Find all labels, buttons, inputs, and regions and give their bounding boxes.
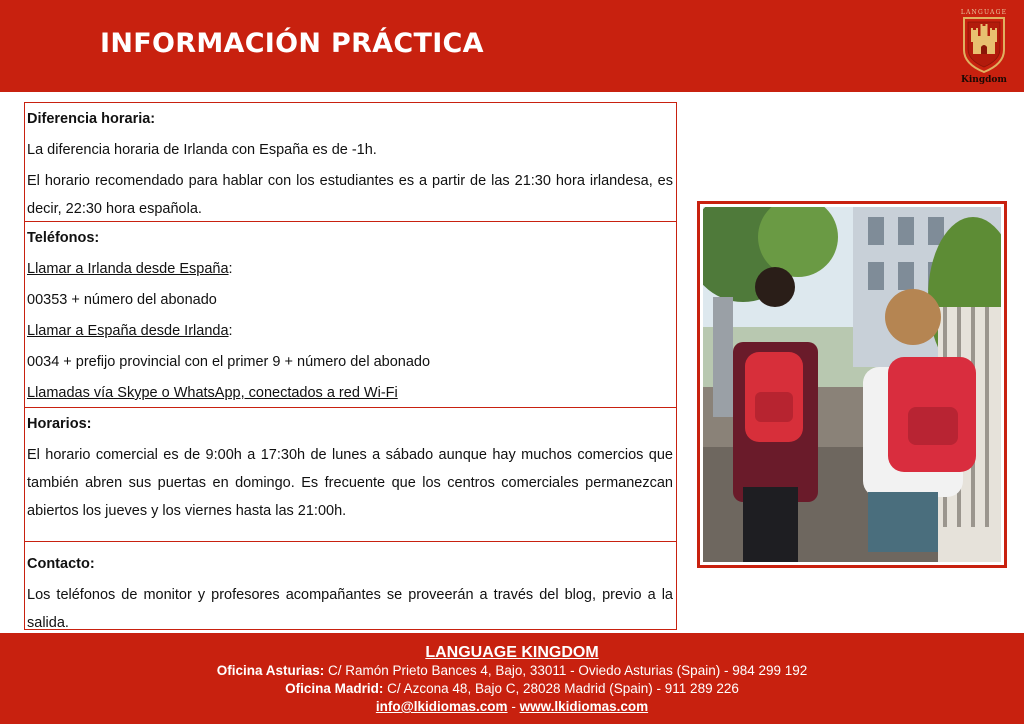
section-text: El horario recomendado para hablar con los estudiantes es a partir de las 21:30 hora irlandesa, es decir, 22:30 hora española. bbox=[27, 173, 673, 217]
link-irlanda-desde-espana[interactable]: Llamar a Irlanda desde España bbox=[27, 261, 229, 277]
footer-title: LANGUAGE KINGDOM bbox=[425, 644, 599, 661]
section-text: El horario comercial es de 9:00h a 17:30h de lunes a sábado aunque hay muchos comercios que también abren sus puertas en domingo. Es frecuente que los centros comerciales permanezcan abiertos los jueves y los viernes hasta las 21:00h. bbox=[27, 447, 673, 519]
email-link[interactable]: info@lkidiomas.com bbox=[375, 699, 508, 714]
link-separator: - bbox=[507, 699, 520, 714]
colon: : bbox=[228, 261, 233, 277]
asturias-address: C/ Ramón Prieto Bances 4, Bajo, 33011 - Oviedo Asturias (Spain) - 984 299 192 bbox=[324, 663, 808, 678]
phone-format: 00353 + número del abonado bbox=[27, 292, 217, 308]
footer-links bbox=[0, 698, 1024, 716]
section-heading: Diferencia horaria: bbox=[27, 111, 156, 127]
madrid-label: Oficina Madrid: bbox=[285, 681, 384, 696]
footer bbox=[0, 633, 1024, 724]
section-telefonos bbox=[25, 221, 676, 407]
photo-frame bbox=[697, 201, 1007, 568]
link-espana-desde-irlanda[interactable]: Llamar a España desde Irlanda bbox=[27, 323, 229, 339]
website-link[interactable]: www.lkidiomas.com bbox=[519, 699, 649, 714]
colon: : bbox=[228, 323, 233, 339]
section-heading: Contacto: bbox=[27, 556, 95, 572]
logo-bottom-text: Kingdom bbox=[961, 75, 1007, 85]
page-title: INFORMACIÓN PRÁCTICA bbox=[100, 28, 484, 59]
castle-shield-icon bbox=[956, 6, 1012, 86]
section-heading: Horarios: bbox=[27, 416, 92, 432]
phone-instruction bbox=[27, 384, 673, 402]
section-heading: Teléfonos: bbox=[27, 230, 100, 246]
phone-format: 0034 + prefijo provincial con el primer 9 + número del abonado bbox=[27, 354, 431, 370]
footer-madrid bbox=[0, 680, 1024, 698]
logo-top-text: LANGUAGE bbox=[960, 9, 1008, 16]
section-diferencia-horaria bbox=[25, 103, 676, 221]
section-contacto bbox=[25, 541, 676, 629]
section-text: Los teléfonos de monitor y profesores acompañantes se proveerán a través del blog, previo a la salida. bbox=[27, 587, 673, 629]
section-text: La diferencia horaria de Irlanda con España es de -1h. bbox=[27, 142, 377, 158]
link-skype-whatsapp[interactable]: Llamadas vía Skype o WhatsApp, conectados a red Wi-Fi bbox=[27, 385, 398, 401]
phone-instruction bbox=[27, 260, 673, 278]
info-table bbox=[24, 102, 677, 630]
asturias-label: Oficina Asturias: bbox=[216, 663, 325, 678]
header-bar bbox=[0, 0, 1024, 92]
madrid-address: C/ Azcona 48, Bajo C, 28028 Madrid (Spain) - 911 289 226 bbox=[383, 681, 739, 696]
section-horarios bbox=[25, 407, 676, 541]
students-photo bbox=[703, 207, 1001, 562]
footer-asturias bbox=[0, 662, 1024, 680]
phone-instruction bbox=[27, 322, 673, 340]
